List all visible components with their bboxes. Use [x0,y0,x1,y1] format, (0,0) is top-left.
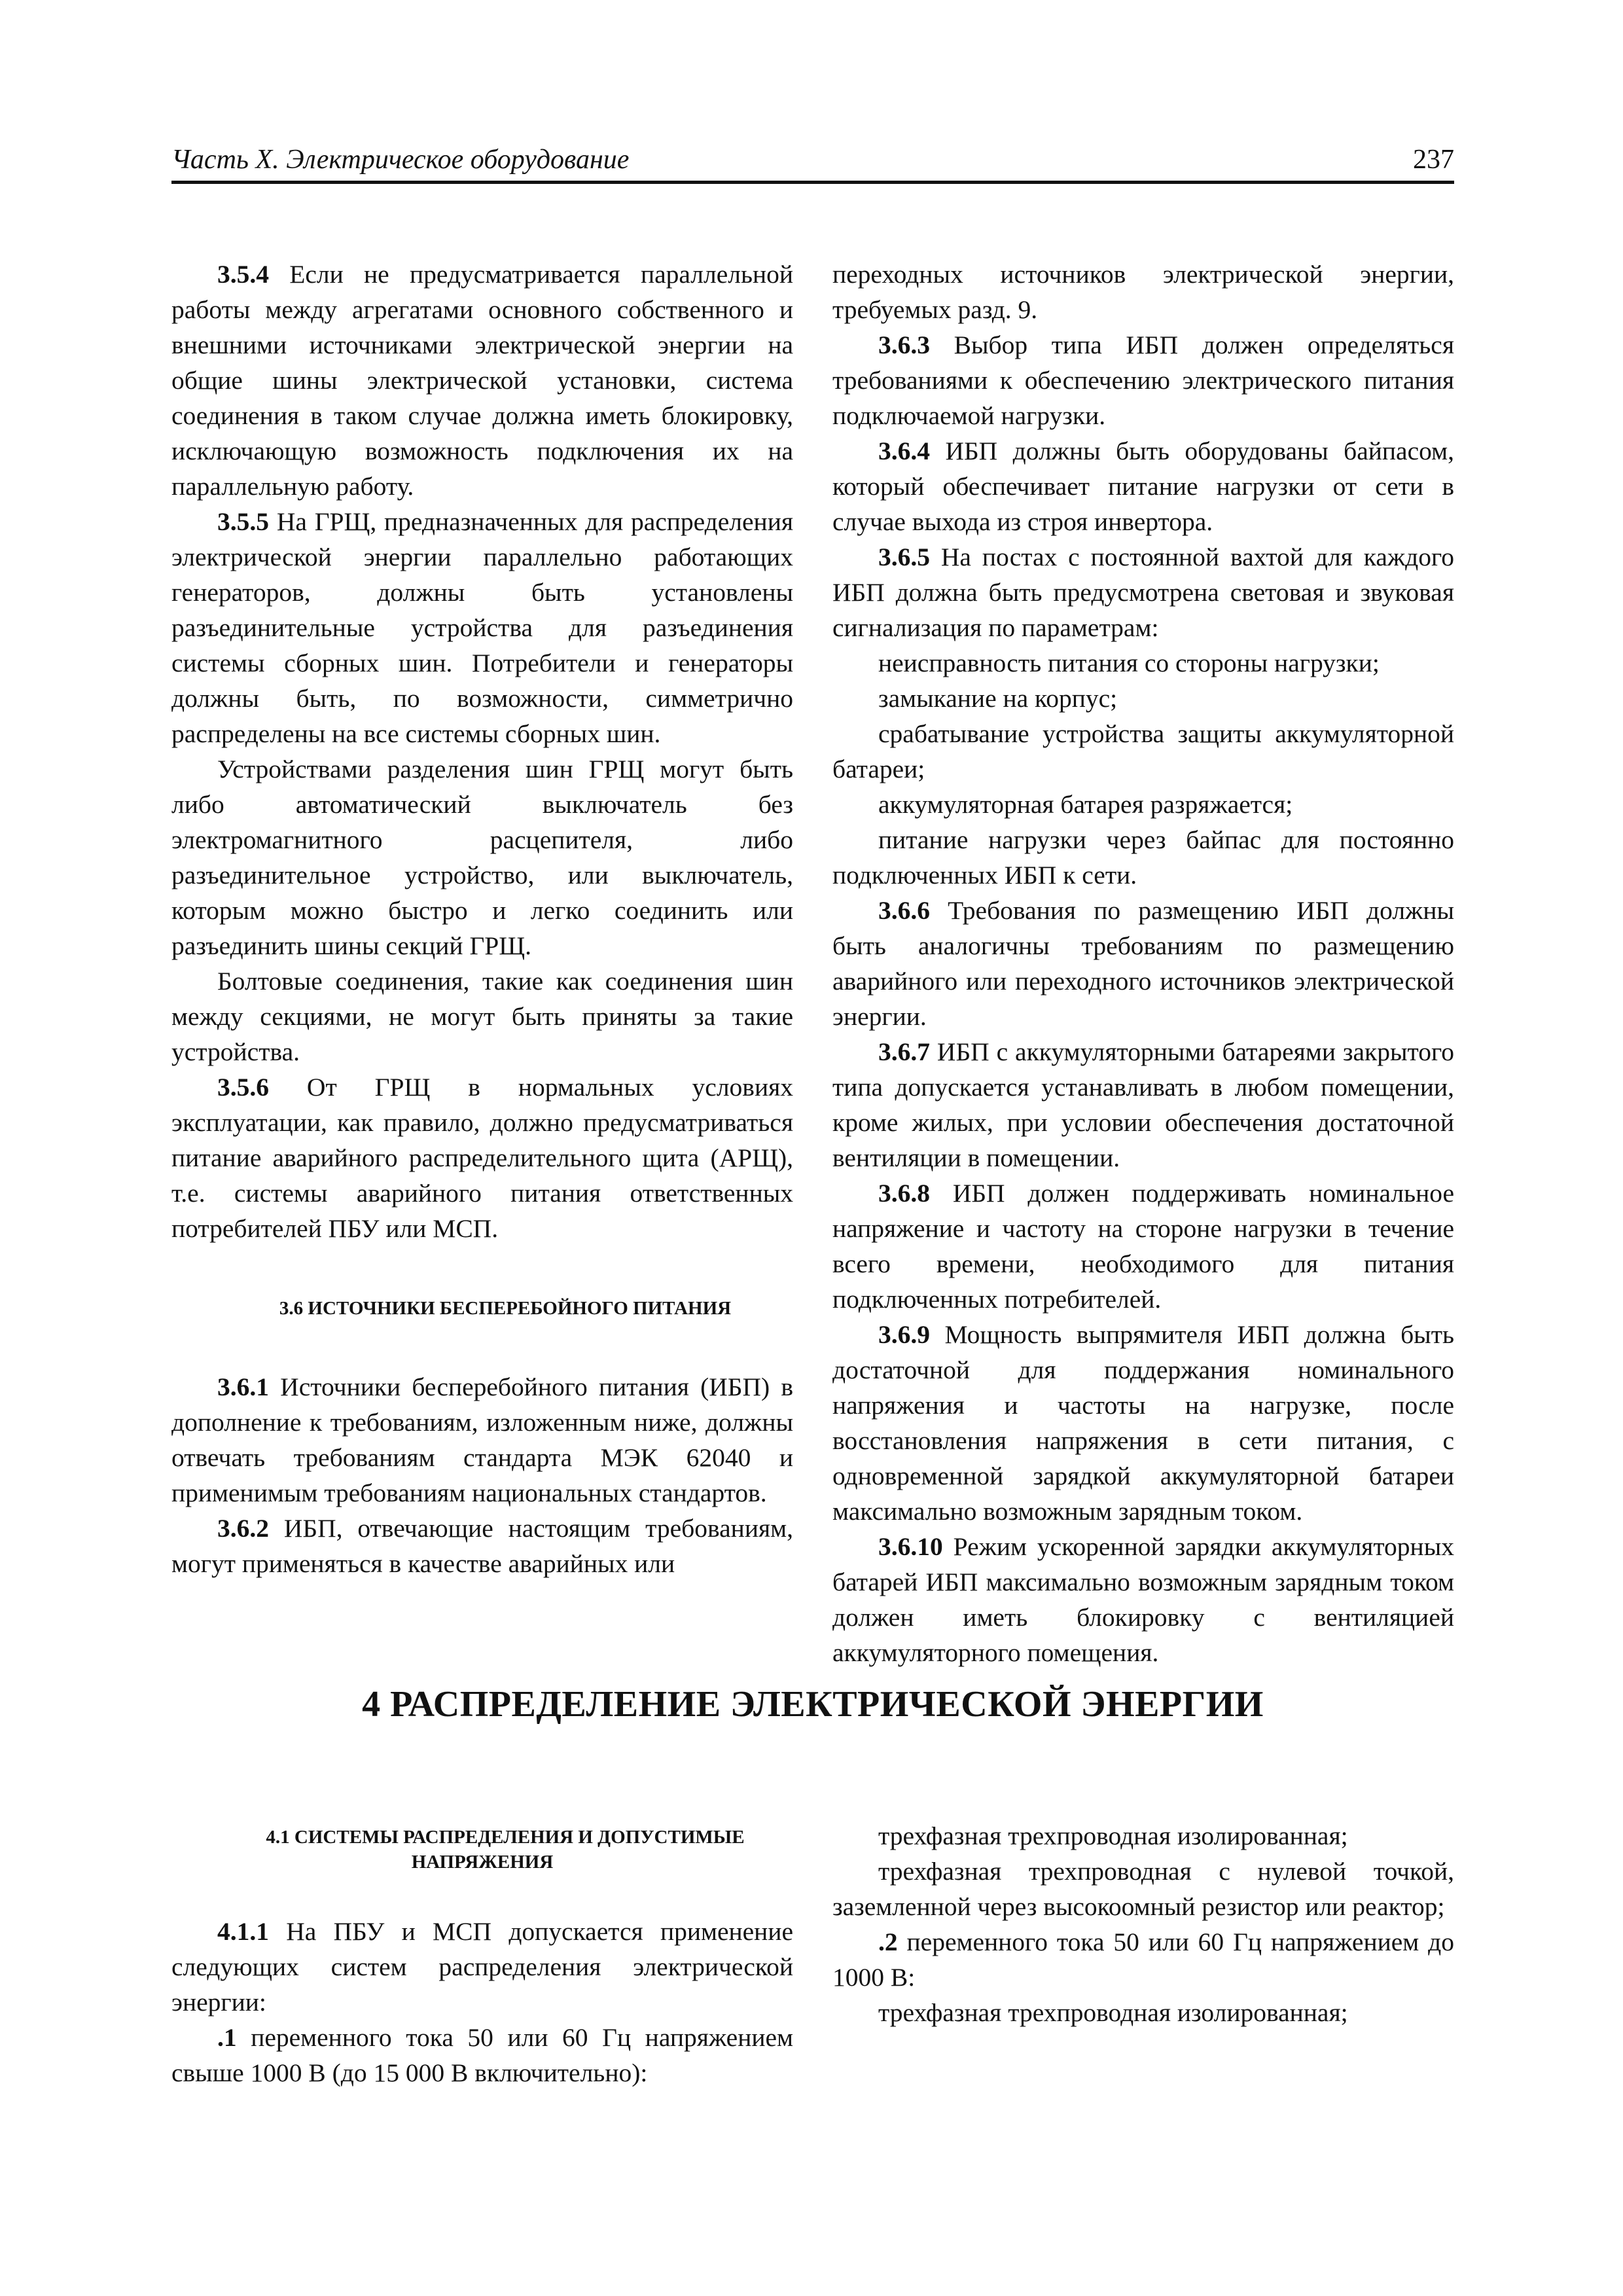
paragraph-bus-devices: Устройствами разделения шин ГРЩ могут быть либо автоматический выключатель без электромагнитного расцепителя, либо разъединительное устройство, или выключатель, которым можно быстро и легко соединить или разъединить шины секций ГРЩ. [171,755,793,960]
paragraph-bolted-joints: Болтовые соединения, такие как соединения шин между секциями, не могут быть приняты за такие устройства. [171,967,793,1066]
paragraph-3-6-5: 3.6.5 На постах с постоянной вахтой для каждого ИБП должна быть предусмотрена световая и звуковая сигнализация по параметрам: [832,543,1454,642]
paragraph-3-6-4: 3.6.4 ИБП должны быть оборудованы байпасом, который обеспечивает питание нагрузки от сети в случае выхода из строя инвертора. [832,437,1454,536]
list-item-2: .2 переменного тока 50 или 60 Гц напряжением до 1000 В: [832,1928,1454,1992]
page-number: 237 [1413,145,1454,175]
paragraph-3-6-1: 3.6.1 Источники бесперебойного питания (ИБП) в дополнение к требованиям, изложенным ниже, должны отвечать требованиям стандарта МЭК 62040 и применимым требованиям национальных стандартов. [171,1372,793,1507]
left-column [171,257,793,1581]
paragraph-4-1-1: 4.1.1 На ПБУ и МСП допускается применение следующих систем распределения электрической энергии: [171,1917,793,2017]
paragraph-3-5-5: 3.5.5 На ГРЩ, предназначенных для распределения электрической энергии параллельно работающих генераторов, должны быть установлены разъединительные устройства для разъединения системы сборных шин. Потребители и генераторы должны быть, по возможности, симметрично распределены на все системы сборных шин. [171,507,793,748]
alarm-item: срабатывание устройства защиты аккумуляторной батареи; [832,719,1454,783]
system-line: трехфазная трехпроводная с нулевой точкой, заземленной через высокоомный резистор или реактор; [832,1857,1454,1921]
list-item-1: .1 переменного тока 50 или 60 Гц напряжением свыше 1000 В (до 15 000 В включительно): [171,2023,793,2087]
paragraph-3-6-2-continued: переходных источников электрической энергии, требуемых разд. 9. [832,260,1454,324]
chapter-4-title: 4 РАСПРЕДЕЛЕНИЕ ЭЛЕКТРИЧЕСКОЙ ЭНЕРГИИ [362,1684,1264,1725]
system-line: трехфазная трехпроводная изолированная; [878,1821,1348,1850]
page-header [171,143,1454,184]
bottom-left-column [171,1825,793,2090]
alarm-item: питание нагрузки через байпас для постоянно подключенных ИБП к сети. [832,825,1454,889]
alarm-item: неисправность питания со стороны нагрузки; [878,649,1380,677]
paragraph-3-6-8: 3.6.8 ИБП должен поддерживать номинальное напряжение и частоту на стороне нагрузки в течение всего времени, необходимого для питания подключенных потребителей. [832,1179,1454,1314]
paragraph-3-6-6: 3.6.6 Требования по размещению ИБП должны быть аналогичны требованиям по размещению аварийного или переходного источников электрической энергии. [832,896,1454,1031]
paragraph-3-6-9: 3.6.9 Мощность выпрямителя ИБП должна быть достаточной для поддержания номинального напряжения и частоты на нагрузке, после восстановления напряжения в сети питания, с одновременной зарядкой аккумуляторной батареи максимально возможным зарядным током. [832,1320,1454,1526]
section-4-1-heading: 4.1 СИСТЕМЫ РАСПРЕДЕЛЕНИЯ И ДОПУСТИМЫЕ НАПРЯЖЕНИЯ [266,1827,745,1873]
paragraph-3-6-7: 3.6.7 ИБП с аккумуляторными батареями закрытого типа допускается устанавливать в любом помещении, кроме жилых, при условии обеспечения достаточной вентиляции в помещении. [832,1037,1454,1172]
alarm-item: аккумуляторная батарея разряжается; [878,790,1293,819]
running-title: Часть X. Электрическое оборудование [171,145,630,175]
bottom-right-column [832,1818,1454,2030]
paragraph-3-6-10: 3.6.10 Режим ускоренной зарядки аккумуляторных батарей ИБП максимально возможным зарядным током должен иметь блокировку с вентиляцией аккумуляторного помещения. [832,1532,1454,1667]
system-line: трехфазная трехпроводная изолированная; [878,1998,1348,2027]
alarm-item: замыкание на корпус; [878,684,1118,713]
paragraph-3-5-6: 3.5.6 От ГРЩ в нормальных условиях эксплуатации, как правило, должно предусматриваться питание аварийного распределительного щита (АРЩ), т.е. системы аварийного питания ответственных потребителей ПБУ или МСП. [171,1073,793,1243]
section-3-6-heading: 3.6 ИСТОЧНИКИ БЕСПЕРЕБОЙНОГО ПИТАНИЯ [279,1298,732,1319]
right-column [832,257,1454,1670]
paragraph-3-6-3: 3.6.3 Выбор типа ИБП должен определяться требованиями к обеспечению электрического питания подключаемой нагрузки. [832,331,1454,430]
paragraph-3-5-4: 3.5.4 Если не предусматривается параллельной работы между агрегатами основного собственного и внешними источниками электрической энергии на общие шины электрической установки, система соединения в таком случае должна иметь блокировку, исключающую возможность подключения их на параллельную работу. [171,260,793,501]
paragraph-3-6-2: 3.6.2 ИБП, отвечающие настоящим требованиям, могут применяться в качестве аварийных или [171,1514,793,1578]
